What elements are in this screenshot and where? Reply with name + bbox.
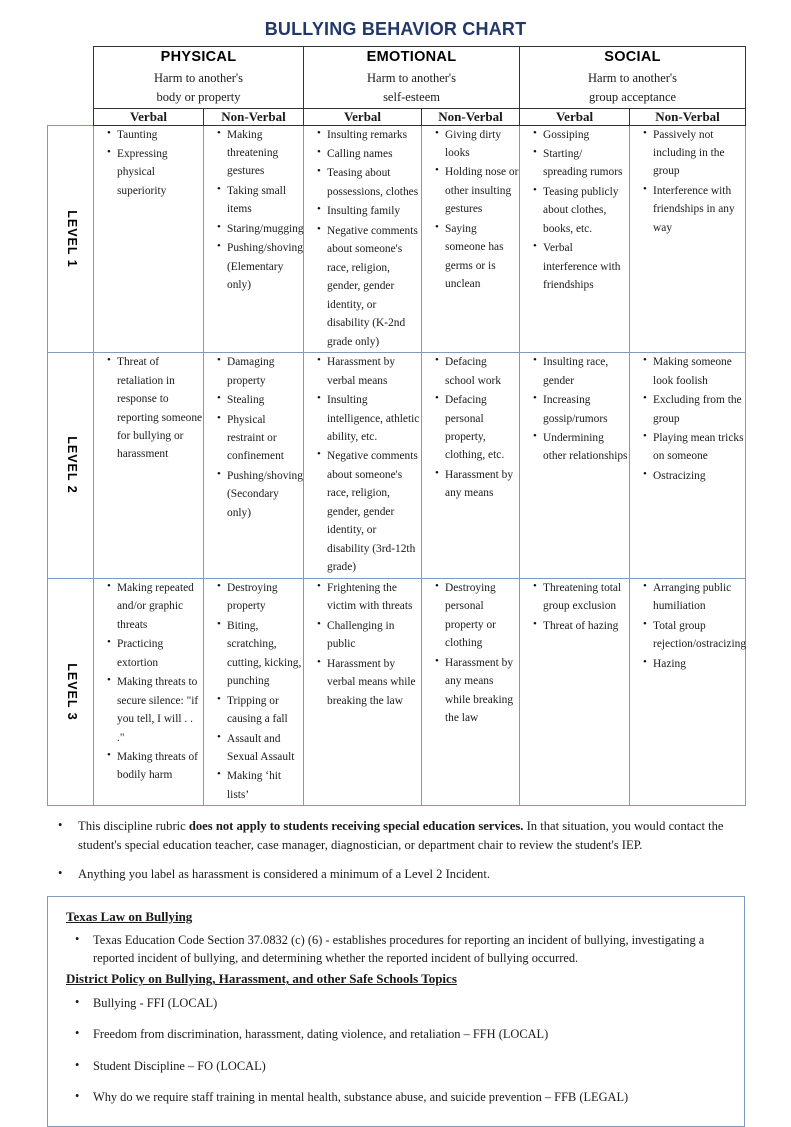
behavior-item: • Destroying property <box>217 579 303 616</box>
behavior-list <box>204 353 303 522</box>
behavior-item: • Making threats to secure silence: "if you tell, I will . . ." <box>107 673 203 747</box>
cell-level3-emotional-nonverbal <box>422 578 520 806</box>
behavior-item: • Gossiping <box>533 126 629 144</box>
behavior-list <box>204 579 303 805</box>
cell-level2-physical-nonverbal <box>204 353 304 579</box>
corner-spacer-2 <box>48 108 94 125</box>
behavior-item: • Challenging in public <box>317 617 421 654</box>
category-emotional-sub1: Harm to another's <box>367 70 457 85</box>
behavior-item: • Ostracizing <box>643 467 745 485</box>
behavior-list <box>630 579 745 673</box>
notes-list <box>44 817 751 883</box>
texas-law-heading: Texas Law on Bullying <box>66 909 193 925</box>
subheader-physical-nonverbal: Non-Verbal <box>204 108 304 125</box>
behavior-item: • Harassment by any means while breaking the law <box>435 654 519 728</box>
level-label-cell-3 <box>48 578 94 806</box>
behavior-item: • Biting, scratching, cutting, kicking, punching <box>217 617 303 691</box>
subheader-physical-verbal: Verbal <box>94 108 204 125</box>
category-social-sub1: Harm to another's <box>588 70 678 85</box>
behavior-item: • Harassment by verbal means while breaking the law <box>317 655 421 710</box>
behavior-item: • Negative comments about someone's race, religion, gender, gender identity, or disability (K-2nd grade only) <box>317 222 421 351</box>
behavior-item: • Holding nose or other insulting gestures <box>435 163 519 218</box>
behavior-item: • Tripping or causing a fall <box>217 692 303 729</box>
category-physical-name: PHYSICAL <box>160 49 237 65</box>
behavior-item: • Making someone look foolish <box>643 353 745 390</box>
level-label-1: LEVEL 1 <box>64 210 79 268</box>
category-social <box>520 47 746 109</box>
behavior-list <box>422 579 519 728</box>
category-physical-sub2: body or property <box>156 90 241 105</box>
note-text-post: In that situation, you would contact the student's special education teacher, case manager, diagnostician, or department chair to review the student's IEP. <box>78 819 724 852</box>
behavior-item: • Teasing publicly about clothes, books, etc. <box>533 183 629 238</box>
category-social-sub2: group acceptance <box>588 90 677 105</box>
behavior-item: • Making threatening gestures <box>217 126 303 181</box>
corner-spacer <box>48 47 94 109</box>
behavior-item: • Verbal interference with friendships <box>533 239 629 294</box>
note-text-pre: This discipline rubric <box>78 819 189 834</box>
texas-law-list <box>62 931 730 967</box>
behavior-item: • Staring/mugging <box>217 220 303 238</box>
behavior-item: • Insulting intelligence, athletic ability, etc. <box>317 391 421 446</box>
behavior-item: • Defacing personal property, clothing, etc. <box>435 391 519 465</box>
page-title: BULLYING BEHAVIOR CHART <box>264 19 527 39</box>
level-label-3: LEVEL 3 <box>64 663 79 721</box>
behavior-list <box>94 353 203 464</box>
behavior-item: • Saying someone has germs or is unclean <box>435 220 519 294</box>
behavior-item: • Starting/ spreading rumors <box>533 145 629 182</box>
cell-level3-social-nonverbal <box>630 578 746 806</box>
subheader-social-nonverbal: Non-Verbal <box>630 108 746 125</box>
behavior-item: • Giving dirty looks <box>435 126 519 163</box>
behavior-item: • Hazing <box>643 655 745 673</box>
category-social-name: SOCIAL <box>604 49 661 65</box>
behavior-item: • Making threats of bodily harm <box>107 748 203 785</box>
district-policy-item: • Student Discipline – FO (LOCAL) <box>62 1057 730 1075</box>
behavior-item: • Interference with friendships in any way <box>643 182 745 237</box>
behavior-list <box>520 126 629 295</box>
cell-level1-emotional-verbal <box>304 125 422 353</box>
cell-level3-physical-verbal <box>94 578 204 806</box>
notes-section <box>44 817 751 883</box>
level-label-cell-1 <box>48 125 94 353</box>
category-physical-sub1: Harm to another's <box>153 70 244 85</box>
behavior-item: • Threatening total group exclusion <box>533 579 629 616</box>
behavior-item: • Playing mean tricks on someone <box>643 429 745 466</box>
behavior-item: • Threat of hazing <box>533 617 629 635</box>
behavior-item: • Expressing physical superiority <box>107 145 203 200</box>
behavior-item: • Defacing school work <box>435 353 519 390</box>
behavior-item: • Stealing <box>217 391 303 409</box>
category-emotional-name: EMOTIONAL <box>366 49 457 65</box>
note-text-emphasis: does not apply to students receiving special education services. <box>188 819 524 834</box>
behavior-item: • Negative comments about someone's race, religion, gender, gender identity, or disability (3rd-12th grade) <box>317 447 421 576</box>
behavior-item: • Practicing extortion <box>107 635 203 672</box>
district-policy-item: • Bullying - FFI (LOCAL) <box>62 994 730 1012</box>
note-item: • Anything you label as harassment is considered a minimum of a Level 2 Incident. <box>44 865 751 883</box>
cell-level1-physical-verbal <box>94 125 204 353</box>
district-policy-item: • Why do we require staff training in mental health, substance abuse, and suicide prevention – FFB (LEGAL) <box>62 1088 730 1106</box>
behavior-item: • Undermining other relationships <box>533 429 629 466</box>
subheader-social-verbal: Verbal <box>520 108 630 125</box>
behavior-item: • Assault and Sexual Assault <box>217 730 303 767</box>
behavior-list <box>422 126 519 294</box>
behavior-item: • Arranging public humiliation <box>643 579 745 616</box>
behavior-item: • Insulting remarks <box>317 126 421 144</box>
behavior-list <box>520 579 629 635</box>
behavior-list <box>422 353 519 503</box>
subheader-row <box>48 108 746 125</box>
note-item <box>44 817 751 854</box>
behavior-list <box>304 353 421 577</box>
level-label-cell-2 <box>48 353 94 579</box>
bullying-behavior-chart <box>47 46 745 806</box>
level-row-3 <box>48 578 746 806</box>
behavior-item: • Passively not including in the group <box>643 126 745 181</box>
behavior-item: • Threat of retaliation in response to reporting someone for bullying or harassment <box>107 353 203 464</box>
behavior-item: • Pushing/shoving (Elementary only) <box>217 239 303 294</box>
behavior-item: • Calling names <box>317 145 421 163</box>
cell-level3-physical-nonverbal <box>204 578 304 806</box>
behavior-item: • Making ‘hit lists’ <box>217 767 303 804</box>
behavior-item: • Making repeated and/or graphic threats <box>107 579 203 634</box>
cell-level1-physical-nonverbal <box>204 125 304 353</box>
behavior-item: • Destroying personal property or clothing <box>435 579 519 653</box>
cell-level1-social-nonverbal <box>630 125 746 353</box>
cell-level2-physical-verbal <box>94 353 204 579</box>
behavior-item: • Damaging property <box>217 353 303 390</box>
behavior-item: • Physical restraint or confinement <box>217 411 303 466</box>
district-policy-item: • Freedom from discrimination, harassment, dating violence, and retaliation – FFH (LOCAL) <box>62 1025 730 1043</box>
subheader-emotional-nonverbal: Non-Verbal <box>422 108 520 125</box>
cell-level1-emotional-nonverbal <box>422 125 520 353</box>
behavior-list <box>204 126 303 295</box>
cell-level1-social-verbal <box>520 125 630 353</box>
behavior-list <box>94 126 203 201</box>
behavior-item: • Taunting <box>107 126 203 144</box>
behavior-item: • Insulting race, gender <box>533 353 629 390</box>
level-row-1 <box>48 125 746 353</box>
category-emotional-sub2: self-esteem <box>383 90 440 105</box>
behavior-list <box>630 126 745 238</box>
behavior-list <box>520 353 629 466</box>
law-policy-box <box>47 896 745 1127</box>
behavior-item: • Total group rejection/ostracizing <box>643 617 745 654</box>
cell-level2-emotional-nonverbal <box>422 353 520 579</box>
behavior-item: • Harassment by any means <box>435 466 519 503</box>
district-policy-heading: District Policy on Bullying, Harassment, and other Safe Schools Topics <box>66 971 457 987</box>
cell-level2-emotional-verbal <box>304 353 422 579</box>
category-physical <box>94 47 304 109</box>
category-emotional <box>304 47 520 109</box>
behavior-item: • Pushing/shoving (Secondary only) <box>217 467 303 522</box>
cell-level3-social-verbal <box>520 578 630 806</box>
cell-level2-social-nonverbal <box>630 353 746 579</box>
behavior-item: • Harassment by verbal means <box>317 353 421 390</box>
behavior-list <box>630 353 745 485</box>
district-policy-list <box>62 994 730 1105</box>
behavior-item: • Taking small items <box>217 182 303 219</box>
subheader-emotional-verbal: Verbal <box>304 108 422 125</box>
behavior-item: • Teasing about possessions, clothes <box>317 164 421 201</box>
behavior-item: • Frightening the victim with threats <box>317 579 421 616</box>
level-row-2 <box>48 353 746 579</box>
chart-table <box>47 46 746 806</box>
behavior-list <box>304 579 421 710</box>
behavior-item: • Insulting family <box>317 202 421 220</box>
behavior-list <box>94 579 203 785</box>
behavior-list <box>304 126 421 352</box>
texas-law-item: • Texas Education Code Section 37.0832 (c) (6) - establishes procedures for reporting an incident of bullying, investigating a reported incident of bullying, and determining whether the reported incident of bullying occurred. <box>62 931 730 967</box>
category-header-row <box>48 47 746 109</box>
behavior-item: • Excluding from the group <box>643 391 745 428</box>
cell-level2-social-verbal <box>520 353 630 579</box>
level-label-2: LEVEL 2 <box>64 436 79 495</box>
cell-level3-emotional-verbal <box>304 578 422 806</box>
behavior-item: • Increasing gossip/rumors <box>533 391 629 428</box>
